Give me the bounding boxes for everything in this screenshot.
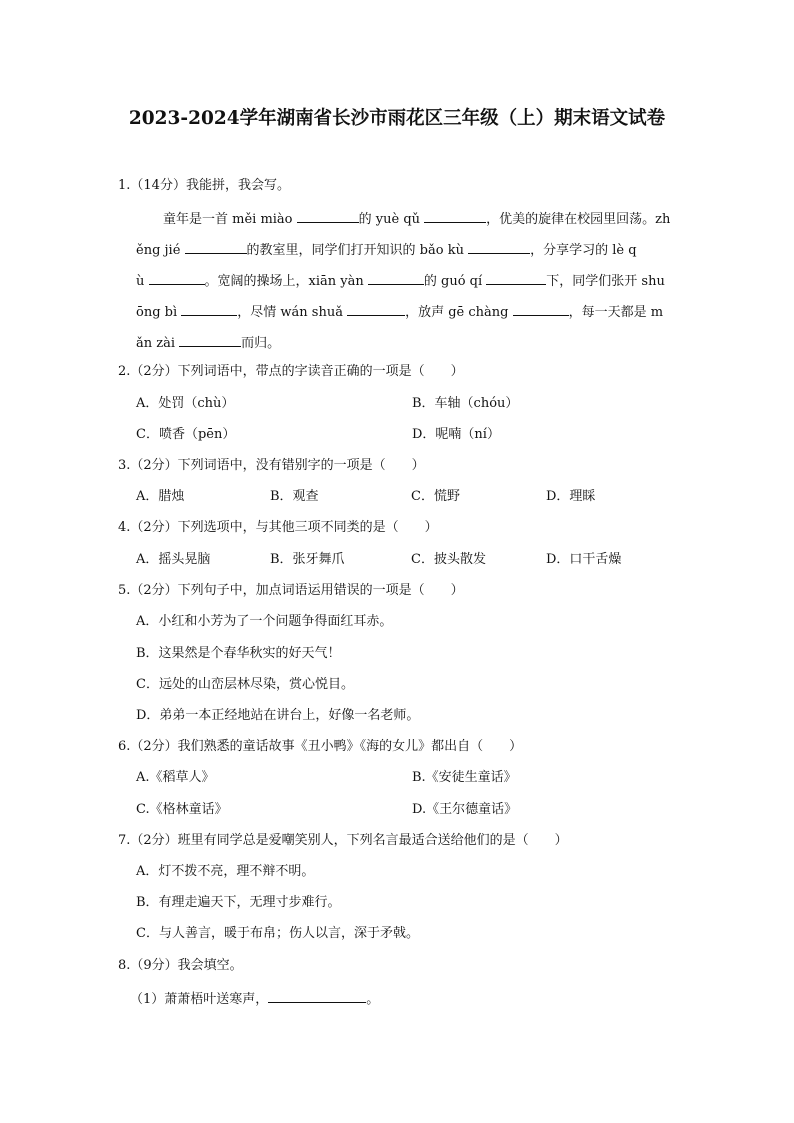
question-1-line-1: 童年是一首 měi miào 的 yuè qǔ ，优美的旋律在校园里回荡。zh (163, 208, 670, 229)
question-1-line-4: ōng bì ，尽情 wán shuǎ ，放声 gē chàng ，每一天都是 m (136, 301, 663, 322)
option-c[interactable]: C．远处的山峦层林尽染，赏心悦目。 (136, 677, 354, 692)
question-3-stem: 3.（2分）下列词语中，没有错别字的一项是（ ） (118, 458, 425, 473)
option-b[interactable]: B．车轴（chóu） (412, 396, 519, 411)
question-7-stem: 7.（2分）班里有同学总是爱嘲笑别人，下列名言最适合送给他们的是（ ） (118, 833, 568, 848)
answer-blank[interactable] (181, 301, 237, 316)
option-c[interactable]: C．与人善言，暖于布帛；伤人以言，深于矛戟。 (136, 926, 419, 941)
option-d[interactable]: D.《王尔德童话》 (412, 802, 518, 817)
answer-blank[interactable] (297, 208, 359, 223)
question-1-line-5: ǎn zài 而归。 (136, 332, 280, 353)
option-b[interactable]: B．张牙舞爪 (270, 552, 345, 567)
option-c[interactable]: C．慌野 (411, 489, 460, 504)
question-8-stem: 8.（9分）我会填空。 (118, 958, 243, 973)
option-d[interactable]: D．呢喃（ní） (412, 427, 500, 442)
answer-blank[interactable] (185, 239, 247, 254)
option-b[interactable]: B.《安徒生童话》 (412, 770, 517, 785)
answer-blank[interactable] (149, 270, 205, 285)
question-2-stem: 2.（2分）下列词语中，带点的字读音正确的一项是（ ） (118, 364, 464, 379)
answer-blank[interactable] (424, 208, 486, 223)
question-8-item-1: （1）萧萧梧叶送寒声， 。 (130, 988, 379, 1009)
question-1-stem: 1.（14分）我能拼，我会写。 (118, 178, 290, 193)
option-d[interactable]: D．口干舌燥 (546, 552, 622, 567)
question-4-stem: 4.（2分）下列选项中，与其他三项不同类的是（ ） (118, 520, 438, 535)
option-c[interactable]: C.《格林童话》 (136, 802, 228, 817)
answer-blank[interactable] (268, 988, 366, 1003)
answer-blank[interactable] (347, 301, 405, 316)
option-a[interactable]: A．处罚（chù） (136, 396, 235, 411)
option-b[interactable]: B．有理走遍天下，无理寸步难行。 (136, 895, 341, 910)
answer-blank[interactable] (179, 332, 241, 347)
option-c[interactable]: C．喷香（pēn） (136, 427, 236, 442)
answer-blank[interactable] (513, 301, 569, 316)
option-a[interactable]: A．小红和小芳为了一个问题争得面红耳赤。 (136, 614, 393, 629)
option-d[interactable]: D．理睬 (546, 489, 596, 504)
option-a[interactable]: A．腊烛 (136, 489, 185, 504)
answer-blank[interactable] (486, 270, 546, 285)
option-d[interactable]: D．弟弟一本正经地站在讲台上，好像一名老师。 (136, 708, 420, 723)
answer-blank[interactable] (368, 270, 424, 285)
page-title: 2023-2024学年湖南省长沙市雨花区三年级（上）期末语文试卷 (128, 108, 666, 129)
question-6-stem: 6.（2分）我们熟悉的童话故事《丑小鸭》《海的女儿》都出自（ ） (118, 739, 523, 754)
option-b[interactable]: B．观查 (270, 489, 319, 504)
option-b[interactable]: B．这果然是个春华秋实的好天气！ (136, 646, 341, 661)
answer-blank[interactable] (468, 239, 530, 254)
option-a[interactable]: A.《稻草人》 (136, 770, 215, 785)
option-a[interactable]: A．灯不拨不亮，理不辩不明。 (136, 864, 315, 879)
question-5-stem: 5.（2分）下列句子中，加点词语运用错误的一项是（ ） (118, 583, 464, 598)
option-a[interactable]: A．摇头晃脑 (136, 552, 211, 567)
question-1-line-3: ù 。宽阔的操场上，xiān yàn 的 guó qí 下，同学们张开 shu (136, 270, 665, 291)
question-1-line-2: ěng jié 的教室里，同学们打开知识的 bǎo kù ，分享学习的 lè q (136, 239, 637, 260)
option-c[interactable]: C．披头散发 (411, 552, 486, 567)
